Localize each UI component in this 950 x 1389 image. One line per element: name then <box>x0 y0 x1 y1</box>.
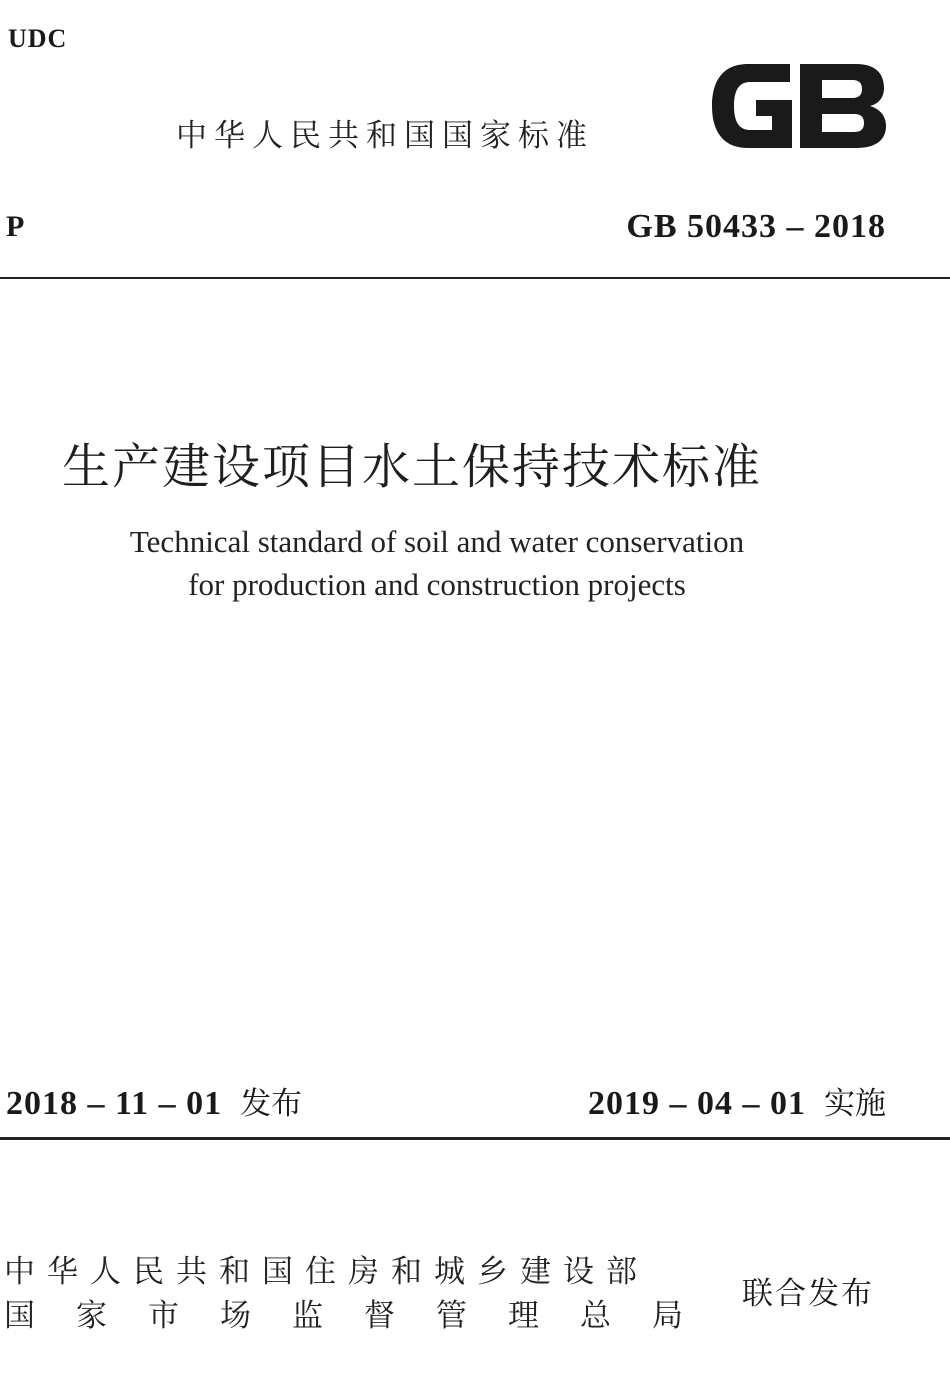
issuer-ministry: 中华人民共和国住房和城乡建设部 <box>4 1254 649 1290</box>
classification-code: P <box>6 210 25 243</box>
top-divider <box>0 277 950 279</box>
issuer-administration: 国家市场监督管理总局 <box>4 1298 724 1334</box>
joint-issue-label: 联合发布 <box>742 1276 874 1312</box>
implement-date-block <box>588 1078 886 1123</box>
udc-label: UDC <box>8 24 68 53</box>
title-chinese: 生产建设项目水土保持技术标准 <box>62 439 763 495</box>
issue-label: 发布 <box>240 1086 303 1122</box>
bottom-divider <box>0 1137 950 1140</box>
title-english-line-2: for production and construction projects <box>188 567 686 602</box>
implement-date: 2019 – 04 – 01 <box>588 1085 806 1122</box>
title-english <box>0 520 874 606</box>
national-standard-heading: 中华人民共和国国家标准 <box>176 118 594 154</box>
issue-date: 2018 – 11 – 01 <box>6 1085 223 1122</box>
gb-logo-graphic <box>708 58 890 154</box>
title-english-line-1: Technical standard of soil and water conservation <box>129 524 745 559</box>
issue-date-block <box>6 1078 302 1123</box>
gb-logo <box>708 58 890 154</box>
standard-number: GB 50433 – 2018 <box>626 208 886 245</box>
implement-label: 实施 <box>824 1086 886 1122</box>
